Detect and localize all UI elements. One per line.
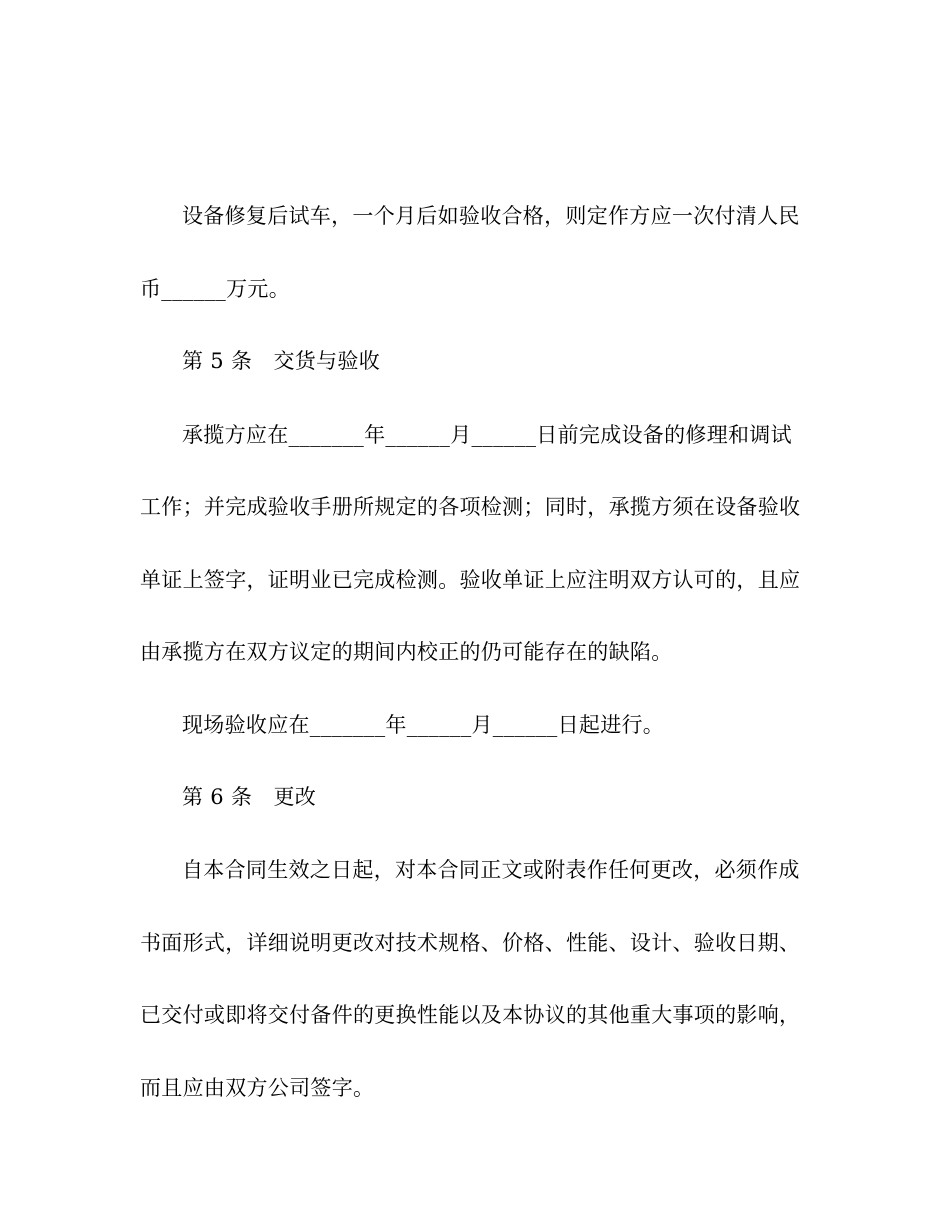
- paragraph-line: 币______万元。: [140, 277, 290, 301]
- section-heading: 第 6 条 更改: [182, 785, 317, 809]
- section-heading: 第 5 条 交货与验收: [182, 349, 381, 373]
- paragraph-line: 自本合同生效之日起，对本合同正文或附表作任何更改，必须作成: [182, 858, 800, 882]
- paragraph-line: 现场验收应在_______年______月______日起进行。: [182, 713, 665, 737]
- paragraph-line: 设备修复后试车，一个月后如验收合格，则定作方应一次付清人民: [182, 204, 800, 228]
- paragraph-line: 书面形式，详细说明更改对技术规格、价格、性能、设计、验收日期、: [140, 931, 801, 955]
- paragraph-line: 而且应由双方公司签字。: [140, 1076, 375, 1100]
- paragraph-line: 由承揽方在双方议定的期间内校正的仍可能存在的缺陷。: [140, 640, 673, 664]
- paragraph-line: 已交付或即将交付备件的更换性能以及本协议的其他重大事项的影响，: [140, 1003, 801, 1027]
- paragraph-line: 单证上签字，证明业已完成检测。验收单证上应注明双方认可的，且应: [140, 568, 801, 592]
- paragraph-line: 工作；并完成验收手册所规定的各项检测；同时，承揽方须在设备验收: [140, 495, 801, 519]
- paragraph-line: 承揽方应在_______年______月______日前完成设备的修理和调试: [182, 423, 792, 447]
